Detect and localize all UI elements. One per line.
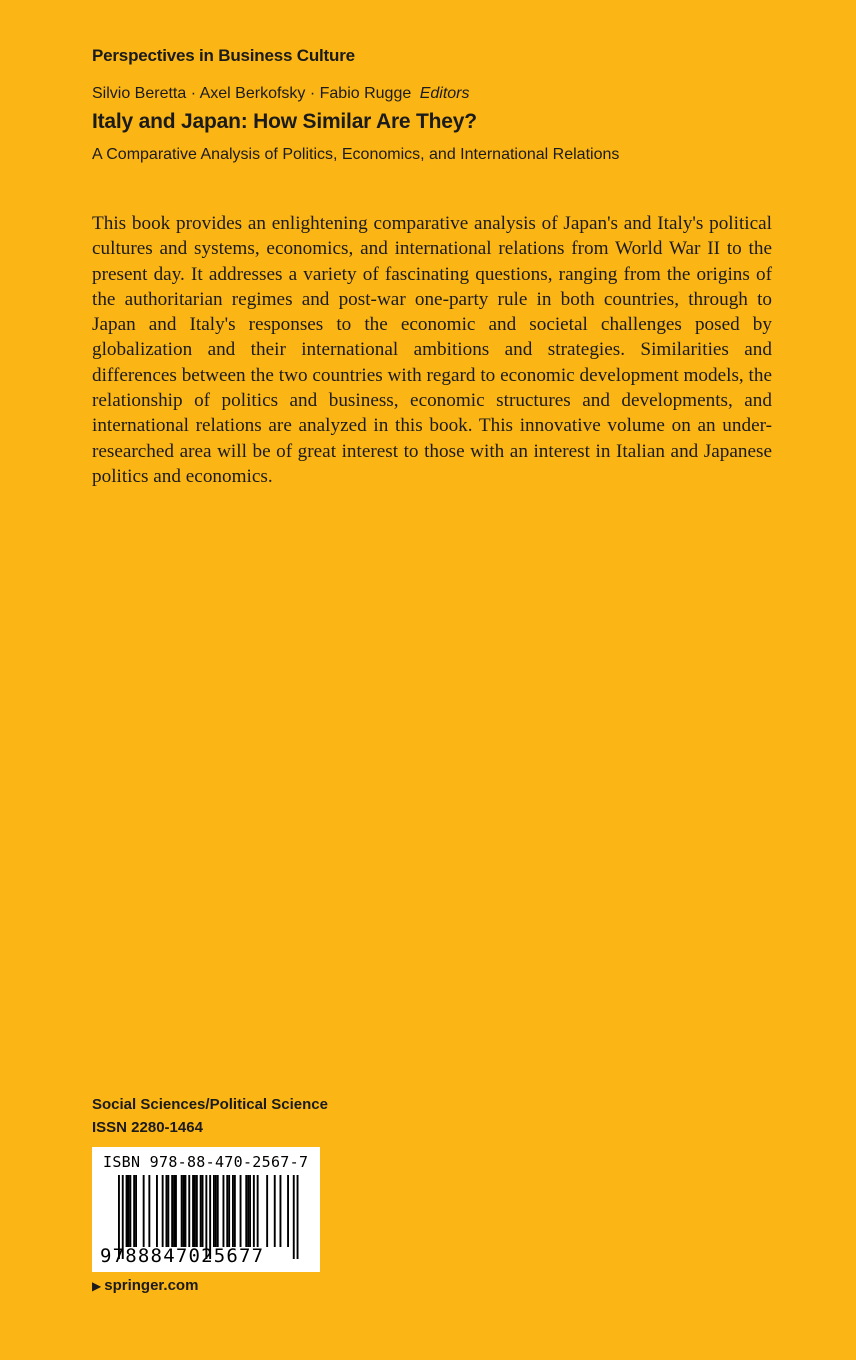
barcode-bar bbox=[173, 1175, 175, 1247]
barcode-bar bbox=[234, 1175, 236, 1247]
barcode-bar bbox=[129, 1175, 131, 1247]
barcode-bar bbox=[156, 1175, 158, 1247]
barcode-bar bbox=[200, 1175, 202, 1247]
barcode-bar bbox=[287, 1175, 289, 1247]
barcode-bar bbox=[232, 1175, 234, 1247]
barcode-bar bbox=[148, 1175, 150, 1247]
series-title: Perspectives in Business Culture bbox=[92, 46, 355, 65]
editors-line bbox=[92, 85, 470, 103]
editor-names: Silvio Beretta · Axel Berkofsky · Fabio Rugge bbox=[92, 85, 412, 102]
isbn-label: ISBN 978-88-470-2567-7 bbox=[103, 1153, 309, 1171]
barcode-bar bbox=[143, 1175, 145, 1247]
barcode-bar bbox=[253, 1175, 255, 1247]
website-label: springer.com bbox=[104, 1277, 199, 1294]
barcode-bar bbox=[249, 1175, 251, 1247]
barcode-bar bbox=[196, 1175, 198, 1247]
barcode-bar bbox=[240, 1175, 242, 1247]
book-title: Italy and Japan: How Similar Are They? bbox=[92, 110, 477, 133]
barcode-bar bbox=[162, 1175, 164, 1247]
barcode-bar bbox=[266, 1175, 268, 1247]
barcode-bar bbox=[171, 1175, 173, 1247]
barcode-bar bbox=[133, 1175, 135, 1247]
barcode-bar bbox=[223, 1175, 225, 1247]
issn-number: ISSN 2280-1464 bbox=[92, 1119, 203, 1136]
barcode-bar bbox=[215, 1175, 217, 1247]
barcode-bar bbox=[257, 1175, 259, 1247]
barcode-bar bbox=[135, 1175, 137, 1247]
barcode-bar bbox=[166, 1175, 168, 1247]
barcode-bar bbox=[126, 1175, 128, 1247]
book-subtitle: A Comparative Analysis of Politics, Economics, and International Relations bbox=[92, 146, 620, 163]
barcode-bar bbox=[181, 1175, 183, 1247]
barcode-bar bbox=[194, 1175, 196, 1247]
barcode-bar bbox=[247, 1175, 249, 1247]
barcode-bar bbox=[217, 1175, 219, 1247]
barcode-bar bbox=[213, 1175, 215, 1247]
book-description: This book provides an enlightening comparative analysis of Japan's and Italy's political cultures and systems, economics, and international relations from World War II to the present day. It addresses a variety of fascinating questions, ranging from the origins of the authoritarian regimes and post-war one-party rule in both countries, through to Japan and Italy's responses to the economic and societal challenges posed by globalization and their international ambitions and strategies. Similarities and differences between the two countries with regard to economic development models, the relationship of politics and business, economic structures and developments, and international relations are analyzed in this book. This innovative volume on an under-researched area will be of great interest to those with an interest in Italian and Japanese politics and economics. bbox=[92, 213, 772, 487]
barcode-bar bbox=[280, 1175, 282, 1247]
barcode-bar bbox=[188, 1175, 190, 1247]
isbn-barcode bbox=[92, 1147, 320, 1272]
barcode-bar bbox=[128, 1175, 130, 1247]
barcode-bar bbox=[167, 1175, 169, 1247]
barcode-digits: 9788847025677 bbox=[100, 1245, 265, 1267]
barcode-bar bbox=[274, 1175, 276, 1247]
barcode-bar bbox=[202, 1175, 204, 1247]
triangle-right-icon: ▶ bbox=[92, 1279, 102, 1293]
barcode-bar bbox=[245, 1175, 247, 1247]
barcode-bar bbox=[185, 1175, 187, 1247]
barcode-bar bbox=[228, 1175, 230, 1247]
barcode-bar bbox=[183, 1175, 185, 1247]
publisher-website[interactable] bbox=[92, 1277, 198, 1294]
subject-category: Social Sciences/Political Science bbox=[92, 1096, 328, 1113]
barcode-bar bbox=[192, 1175, 194, 1247]
barcode-bar bbox=[226, 1175, 228, 1247]
editors-role: Editors bbox=[419, 85, 470, 102]
barcode-bar bbox=[175, 1175, 177, 1247]
